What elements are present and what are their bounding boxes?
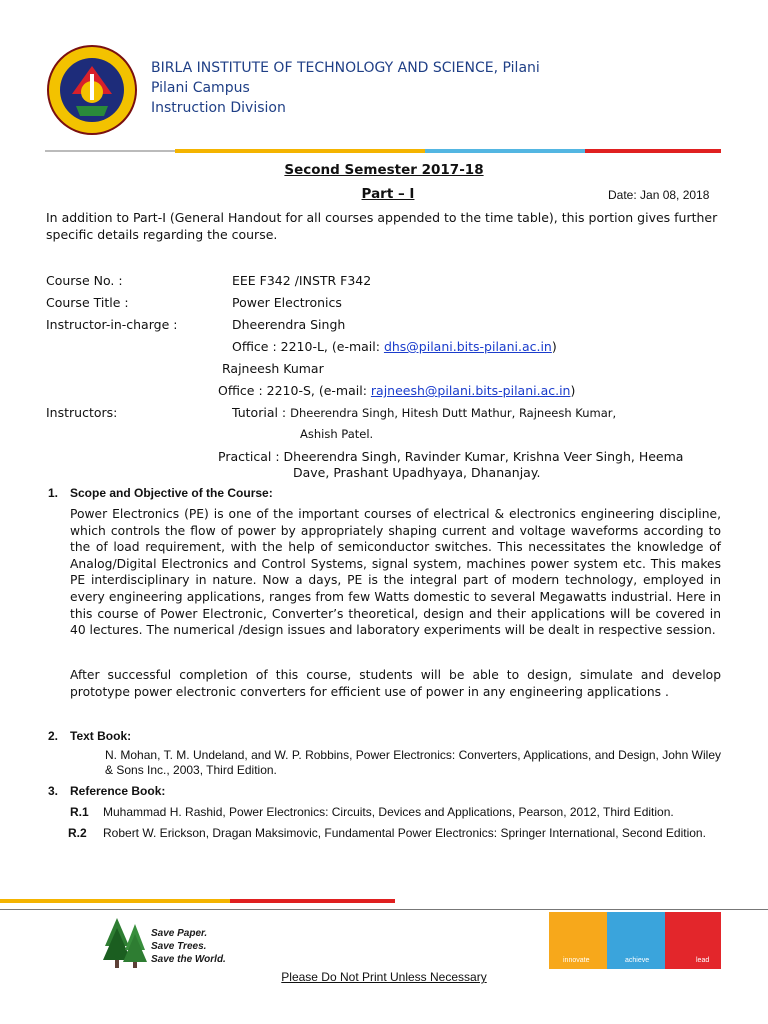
ref-1-label: R.1	[70, 805, 89, 819]
course-no-label: Course No. :	[46, 273, 123, 288]
ic2-office-text: Office : 2210-S, (e-mail:	[218, 383, 371, 398]
practical-names-cont: Dave, Prashant Upadhyaya, Dhananjay.	[293, 465, 541, 480]
save-world-text: Save the World.	[151, 954, 226, 965]
save-trees-text: Save Trees.	[151, 941, 207, 952]
course-title-label: Course Title :	[46, 295, 129, 310]
ic2-office-line	[218, 383, 575, 398]
ic-email-link[interactable]: dhs@pilani.bits-pilani.ac.in	[383, 339, 552, 354]
course-no-value: EEE F342 /INSTR F342	[232, 273, 372, 288]
semester-title: Second Semester 2017-18	[284, 162, 484, 178]
section-3-number: 3.	[48, 784, 59, 798]
intro-text: In addition to Part-I (General Handout for all courses appended to the time table), this portion gives further specific details regarding the course.	[46, 210, 718, 242]
ic2-office-close: )	[570, 383, 576, 398]
print-notice: Please Do Not Print Unless Necessary	[281, 970, 487, 984]
section-1-title: Scope and Objective of the Course:	[70, 486, 273, 500]
institute-name: BIRLA INSTITUTE OF TECHNOLOGY AND SCIENCE, Pilani	[151, 60, 540, 76]
tag-innovate: innovate	[563, 957, 590, 964]
doc-date: Date: Jan 08, 2018	[608, 188, 710, 202]
outcome-paragraph: After successful completion of this course, students will be able to design, simulate and develop prototype power electronic converters for efficient use of power in any engineering applications .	[70, 668, 721, 699]
ic2-name: Rajneesh Kumar	[222, 361, 324, 376]
division-name: Instruction Division	[151, 100, 286, 116]
course-title-value: Power Electronics	[232, 295, 342, 310]
tutorial-line	[232, 405, 616, 420]
section-3-title: Reference Book:	[70, 784, 166, 798]
save-paper-logo	[103, 916, 238, 972]
practical-label: Practical :	[218, 449, 280, 464]
ic-name: Dheerendra Singh	[232, 317, 346, 332]
ic-office-close: )	[551, 339, 557, 354]
ref-2-text: Robert W. Erickson, Dragan Maksimovic, Fundamental Power Electronics: Springer International, Second Edition.	[103, 826, 706, 840]
campus-name: Pilani Campus	[151, 80, 250, 96]
practical-names: Dheerendra Singh, Ravinder Kumar, Krishna Veer Singh, Heema	[283, 449, 684, 464]
tutorial-names-cont: Ashish Patel.	[300, 427, 374, 441]
ref-1-text: Muhammad H. Rashid, Power Electronics: Circuits, Devices and Applications, Pearson, 2012, Third Edition.	[103, 805, 674, 819]
tag-achieve: achieve	[625, 957, 650, 964]
tagline-banner	[549, 912, 721, 969]
ref-2-label: R.2	[68, 826, 87, 840]
section-2-number: 2.	[48, 729, 59, 743]
tutorial-label: Tutorial :	[232, 405, 287, 420]
practical-line	[218, 449, 723, 464]
tag-lead: lead	[696, 957, 710, 964]
tutorial-names: Dheerendra Singh, Hitesh Dutt Mathur, Rajneesh Kumar,	[290, 406, 617, 420]
ic-office-text: Office : 2210-L, (e-mail:	[232, 339, 384, 354]
save-paper-text: Save Paper.	[151, 928, 208, 939]
ic-label: Instructor-in-charge :	[46, 317, 178, 332]
section-2-title: Text Book:	[70, 729, 132, 743]
ic-office-line	[232, 339, 557, 354]
instructors-label: Instructors:	[46, 405, 118, 420]
section-1-number: 1.	[48, 486, 59, 500]
text-book: N. Mohan, T. M. Undeland, and W. P. Robbins, Power Electronics: Converters, Applications, and Design, John Wiley & Sons Inc., 2003, Third Edition.	[105, 748, 721, 777]
tree-icon	[103, 916, 149, 970]
ic2-email-link[interactable]: rajneesh@pilani.bits-pilani.ac.in	[370, 383, 571, 398]
part-title: Part – I	[361, 186, 415, 202]
scope-paragraph: Power Electronics (PE) is one of the important courses of electrical & electronics engineering discipline, which controls the flow of power by appropriately shaping current and voltage waveforms according to the of load requirement, with the help of semiconductor switches. This necessitates the knowledge of Analog/Digital Electronics and Control Systems, signal system, machines power system etc. This makes PE interdisciplinary in nature. Now a days, PE is the integral part of modern technology, employed in every engineering applications, ranges from few Watts domestic to several Megawatts industrial. Here in this course of Power Electronic, Converter’s theoretical, design and their applications will be covered in 40 lectures. The numerical /design issues and laboratory experiments will be dealt in respective session.	[70, 507, 721, 638]
bits-logo	[44, 44, 140, 136]
